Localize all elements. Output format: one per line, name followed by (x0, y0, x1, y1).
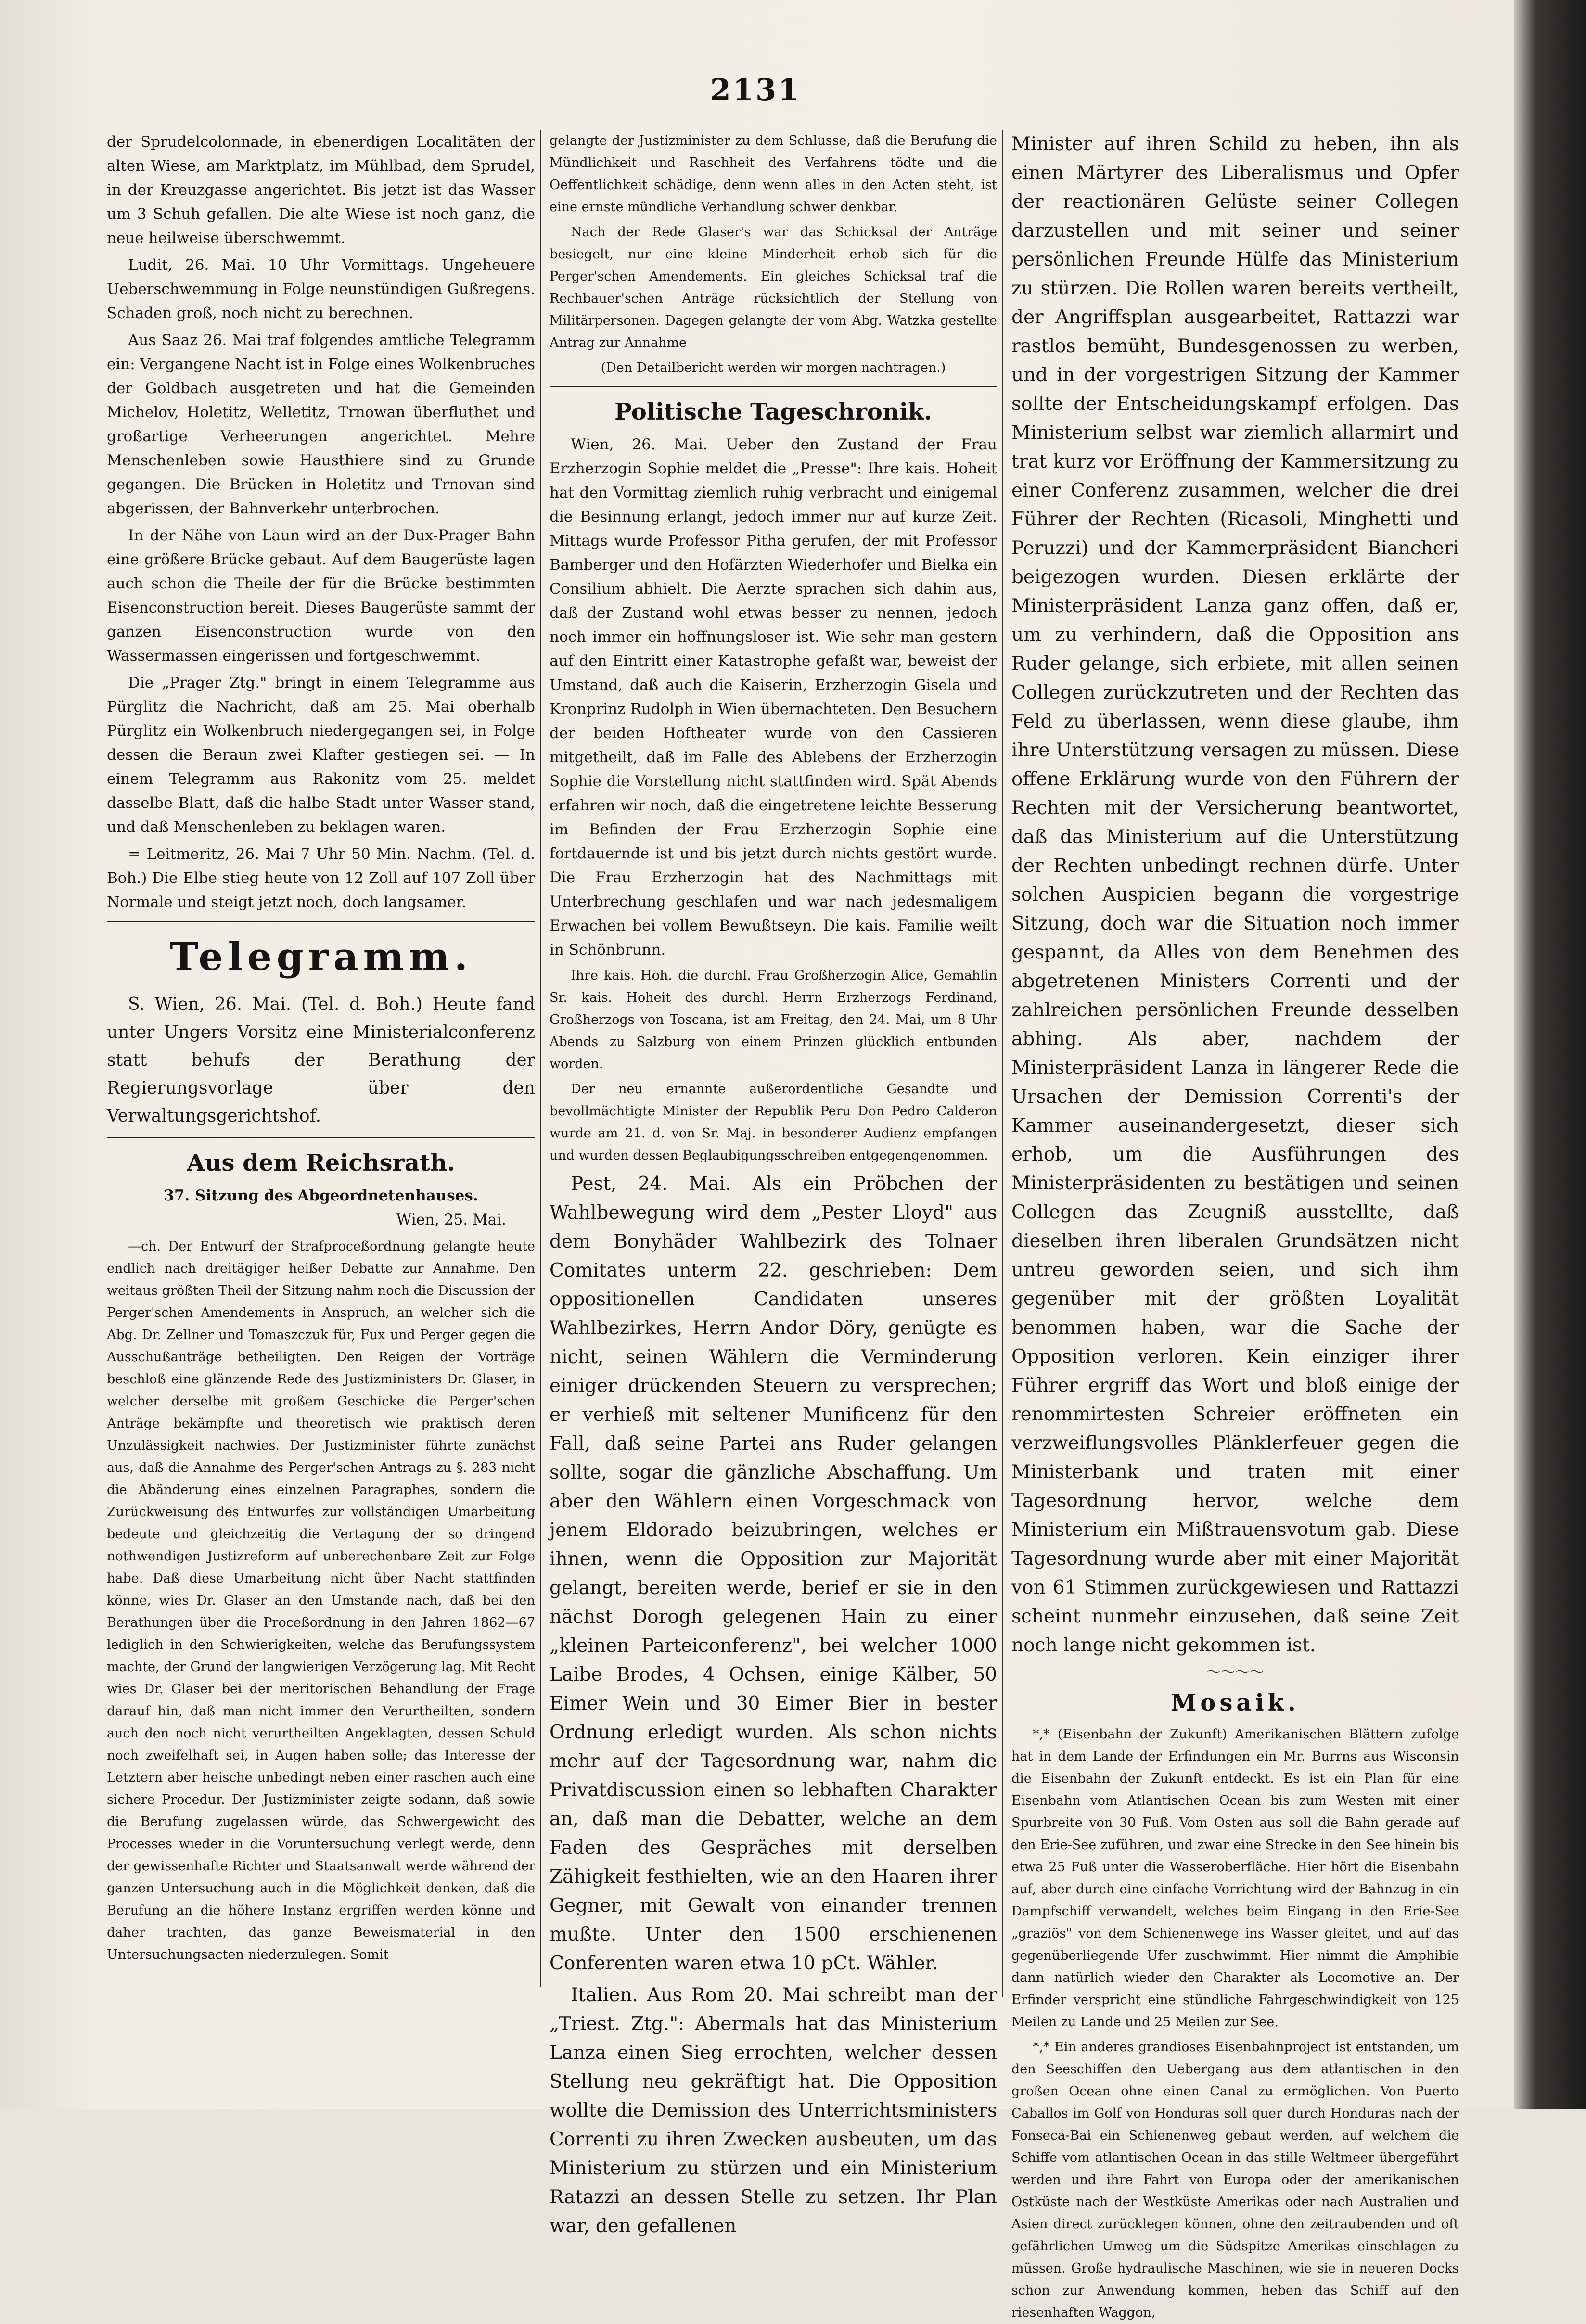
page-number: 2131 (710, 72, 801, 107)
article-paragraph: Nach der Rede Glaser's war das Schicksal der Anträge besiegelt, nur eine kleine Minderheit erhob sich für die Perger'schen Amendements. Ein gleiches Schicksal traf die Rechbauer'schen Anträge rücksichtlich der Stellung von Militärpersonen. Dagegen gelangte der vom Abg. Watzka gestellte Antrag zur Annahme (550, 225, 997, 350)
italien-report: Italien. Aus Rom 20. Mai schreibt man der „Triest. Ztg.": Abermals hat das Ministerium Lanza einen Sieg errochten, welcher dessen Stellung neu gekräftigt hat. Die Opposition wollte die Demission des Unterrichtsministers Correnti zu ihren Zwecken ausbeuten, um das Ministerium zu stürzen und ein Ministerium Ratazzi an dessen Stelle zu setzen. Ihr Plan war, den gefallenen (550, 1984, 997, 2237)
report-note: (Den Detailbericht werden wir morgen nachtragen.) (601, 360, 946, 375)
italien-continued: Minister auf ihren Schild zu heben, ihn als einen Märtyrer des Liberalismus und Opfer der reactionären Gelüste seiner Collegen darzustellen und mit seiner und seiner persönlichen Freunde Hülfe das Ministerium zu stürzen. Die Rollen waren bereits vertheilt, der Angriffsplan ausgearbeitet, Rattazzi war rastlos bemüht, Bundesgenossen zu werben, und in der vorgestrigen Sitzung der Kammer sollte der Entscheidungskampf erfolgen. Das Ministerium selbst war ziemlich allarmirt und trat kurz vor Eröffnung der Kammersitzung zu einer Conferenz zusammen, welcher die drei Führer der Rechten (Ricasoli, Minghetti und Peruzzi) und der Kammerpräsident Biancheri beigezogen wurden. Diesen erklärte der Ministerpräsident Lanza ganz offen, daß er, um zu verhindern, daß die Opposition ans Ruder gelange, sich erbiete, mit allen seinen Collegen zurückzutreten und der Rechten das Feld zu überlassen, wenn diese glaube, ihm ihre Unterstützung versagen zu müssen. Diese offene Erklärung wurde von den Führern der Rechten mit der Versicherung beantwortet, daß das Ministerium auf die Unterstützung der Rechten unbedingt rechnen dürfe. Unter solchen Auspicien begann die vorgestrige Sitzung, doch war die Situation noch immer gespannt, da Alles von dem Benehmen des abgetretenen Ministers Correnti und der zahlreichen persönlichen Freunde desselben abhing. Als aber, nachdem der Ministerpräsident Lanza in längerer Rede die Ursachen der Demission Correnti's der Kammer auseinandergesetzt, dieser sich erhob, um die Ausführungen des Ministerpräsidenten zu bestätigen und seinen Collegen das Zeugniß ausstellte, daß dieselben ihren liberalen Grundsätzen nicht untreu geworden seien, und sich ihm gegenüber mit der größten Loyalität benommen haben, war die Sache der Opposition verloren. Kein einziger ihrer Führer ergriff das Wort und bloß einige der renommirtesten Schreier eröffneten ein verzweiflungsvolles Plänklerfeuer gegen die Ministerbank und traten mit einer Tagesordnung hervor, welche dem Ministerium ein Mißtrauensvotum gab. Diese Tagesordnung wurde aber mit einer Majorität von 61 Stimmen zurückgewiesen und Rattazzi scheint nunmehr einzusehen, daß seine Zeit noch lange nicht gekommen ist. (1011, 133, 1459, 1656)
sitzung-heading: 37. Sitzung des Abgeordnetenhauses. (164, 1187, 478, 1204)
article-paragraph: = Leitmeritz, 26. Mai 7 Uhr 50 Min. Nachm. (Tel. d. Boh.) Die Elbe stieg heute von 12 Zoll auf 107 Zoll über Normale und steigt jetzt noch, doch langsamer. (107, 845, 535, 911)
article-paragraph: Ludit, 26. Mai. 10 Uhr Vormittags. Ungeheuere Ueberschwemmung in Folge neunstündigen Gußregens. Schaden groß, noch nicht zu berechnen. (107, 256, 535, 322)
column-3 (1011, 130, 1459, 2320)
section-divider (107, 1137, 535, 1138)
mosaik-item: *,* Ein anderes grandioses Eisenbahnproject ist entstanden, um den Seeschiffen den Uebergang aus dem atlantischen in den großen Ocean ohne einen Canal zu ermöglichen. Von Puerto Caballos im Golf von Honduras soll quer durch Honduras nach der Fonseca-Bai ein Schienenweg gebaut werden, auf welchem die Schiffe vom atlantischen Ocean in das stille Weltmeer übergeführt werden und ihre Fahrt von Europa oder der amerikanischen Ostküste nach der Westküste Amerikas oder nach Australien und Asien direct zurücklegen können, ohne den zeitraubenden und oft gefährlichen Umweg um die Südspitze Amerikas einschlagen zu müssen. Große hydraulische Maschinen, wie sie in neueren Docks schon zur Anwendung kommen, heben das Schiff auf den riesenhaften Waggon, (1011, 2040, 1459, 2320)
article-paragraph: der Sprudelcolonnade, in ebenerdigen Localitäten der alten Wiese, am Marktplatz, im Mühlbad, dem Sprudel, in der Kreuzgasse angerichtet. Bis jetzt ist das Wasser um 3 Schuh gefallen. Die alte Wiese ist noch ganz, die neue heilweise überschwemmt. (107, 133, 535, 247)
article-paragraph: In der Nähe von Laun wird an der Dux-Prager Bahn eine größere Brücke gebaut. Auf dem Baugerüste lagen auch schon die Theile der für die Brücke bestimmten Eisenconstruction bereit. Dieses Baugerüste sammt der ganzen Eisenconstruction wurde von den Wassermassen eingerissen und fortgeschwemmt. (107, 527, 535, 664)
telegramm-text: S. Wien, 26. Mai. (Tel. d. Boh.) Heute fand unter Ungers Vorsitz eine Ministerialconferenz statt behufs der Berathung der Regierungsvorlage über den Verwaltungsgerichtshof. (107, 995, 535, 1126)
chronik-heading: Politische Tageschronik. (614, 398, 932, 425)
wien-report: Wien, 26. Mai. Ueber den Zustand der Frau Erzherzogin Sophie meldet die „Presse": Ihre kais. Hoheit hat den Vormittag ziemlich ruhig verbracht und einigemal die Besinnung erlangt, jedoch immer nur auf kurze Zeit. Mittags wurde Professor Pitha gerufen, der mit Professor Bamberger und den Hofärzten Wiederhofer und Bielka ein Consilium abhielt. Die Aerzte sprachen sich dahin aus, daß der Zustand wohl etwas besser zu nennen, jedoch noch immer ein hoffnungsloser ist. Wie sehr man gestern auf den Eintritt einer Katastrophe gefaßt war, beweist der Umstand, daß auch die Kaiserin, Erzherzogin Gisela und Kronprinz Rudolph in Wien übernachteten. Den Besuchern der beiden Hoftheater wurde von den Cassieren mitgetheilt, daß im Falle des Ablebens der Erzherzogin Sophie die Vorstellung nicht stattfinden wird. Spät Abends erfahren wir noch, daß die eingetretene leichte Besserung im Befinden der Frau Erzherzogin Sophie eine fortdauernde ist und bis jetzt durch nichts gestört wurde. Die Frau Erzherzogin hat des Nachmittags mit Unterbrechung geschlafen und war nach jedesmaligem Erwachen bei vollem Bewußtseyn. Die kais. Familie weilt in Schönbrunn. (550, 436, 997, 958)
dateline: Wien, 25. Mai. (396, 1211, 506, 1228)
reichsrath-text: —ch. Der Entwurf der Strafproceßordnung gelangte heute endlich nach dreitägiger heißer Debatte zur Annahme. Den weitaus größten Theil der Sitzung nahm noch die Discussion der Perger'schen Amendements in Anspruch, an welcher sich die Abg. Dr. Zellner und Tomaszczuk für, Fux und Perger gegen die Ausschußanträge betheiligten. Den Reigen der Vorträge beschloß eine glänzende Rede des Justizministers Dr. Glaser, in welcher derselbe mit großem Geschicke die Perger'schen Anträge bekämpfte und theoretisch wie praktisch deren Unzulässigkeit nachwies. Der Justizminister führte zunächst aus, daß die Annahme des Perger'schen Antrags zu §. 283 nicht die Abänderung eines einzelnen Paragraphes, sondern die Zurückweisung des Entwurfes zur vollständigen Umarbeitung bedeute und gleichzeitig die Vertagung der so dringend nothwendigen Justizreform auf unberechenbare Zeit zur Folge habe. Daß diese Umarbeitung nicht über Nacht stattfinden könne, wies Dr. Glaser an den Umstande nach, daß bei den Berathungen über die Proceßordnung in den Jahren 1862—67 lediglich in den Schwierigkeiten, welche das Berufungssystem machte, der Grund der langwierigen Verzögerung lag. Mit Recht wies Dr. Glaser bei der meritorischen Behandlung der Frage darauf hin, daß man nicht immer den Verurtheilten, sondern auch den noch nicht verurtheilten Angeklagten, dessen Schuld noch zweifelhaft sei, in Augen haben solle; das Interesse der Letztern aber heische unbedingt neben einer raschen auch eine sichere Procedur. Der Justizminister zeigte sodann, daß sowie die Berufung zugelassen würde, das Schwergewicht des Processes wieder in die Voruntersuchung verlegt werde, denn der gewissenhafte Richter und Staatsanwalt werde während der ganzen Untersuchung auch in die Möglichkeit denken, daß die Berufung an die höhere Instanz ergriffen werden könne und daher trachten, das ganze Beweismaterial in den Untersuchungsacten niederzulegen. Somit (107, 1239, 535, 1962)
column-2 (550, 130, 997, 2237)
peru-report: Der neu ernannte außerordentliche Gesandte und bevollmächtigte Minister der Republik Peru Don Pedro Calderon wurde am 21. d. von Sr. Maj. in besonderer Audienz empfangen und wurden dessen Beglaubigungsschreiben entgegengenommen. (550, 1082, 997, 1163)
section-divider (107, 921, 535, 922)
article-paragraph: Aus Saaz 26. Mai traf folgendes amtliche Telegramm ein: Vergangene Nacht ist in Folge eines Wolkenbruches der Goldbach ausgetreten und hat die Gemeinden Michelov, Holetitz, Welletitz, Trnowan überfluthet und großartige Verheerungen angerichtet. Mehre Menschenleben sowie Hausthiere sind zu Grunde gegangen. Die Brücken in Holetitz und Trnovan sind abgerissen, der Bahnverkehr unterbrochen. (107, 332, 535, 517)
article-paragraph: gelangte der Justizminister zu dem Schlusse, daß die Berufung die Mündlichkeit und Raschheit des Verfahrens tödte und die Oeffentlichkeit schädige, denn wenn alles in den Acten steht, ist eine ernste mündliche Verhandlung schwer denkbar. (550, 133, 997, 215)
section-divider (550, 386, 997, 387)
book-spine-edge (1514, 0, 1586, 2109)
article-paragraph: Die „Prager Ztg." bringt in einem Telegramme aus Pürglitz die Nachricht, daß am 25. Mai oberhalb Pürglitz ein Wolkenbruch niedergegangen sei, in Folge dessen die Beraun zwei Klafter gestiegen sei. — In einem Telegramm aus Rakonitz vom 25. meldet dasselbe Blatt, daß die halbe Stadt unter Wasser stand, und daß Menschenleben zu beklagen waren. (107, 674, 535, 836)
mosaik-heading: Mosaik. (1171, 1689, 1300, 1716)
column-rule-right (1002, 130, 1003, 1997)
telegramm-heading: Telegramm. (169, 934, 473, 979)
column-1 (107, 130, 535, 1982)
reichsrath-heading: Aus dem Reichsrath. (187, 1149, 455, 1176)
pest-report: Pest, 24. Mai. Als ein Pröbchen der Wahlbewegung wird dem „Pester Lloyd" aus dem Bonyhäder Wahlbezirk des Tolnaer Comitates unterm 22. geschrieben: Dem oppositionellen Candidaten unseres Wahlbezirkes, Herrn Andor Döry, genügte es nicht, seinen Wählern die Verminderung einiger drückenden Steuern zu versprechen; er verhieß mit seltener Munificenz für den Fall, daß seine Partei ans Ruder gelangen sollte, sogar die gänzliche Abschaffung. Um aber den Wählern einen Vorgeschmack von jenem Eldorado beizubringen, welches er ihnen, wenn die Opposition zur Majorität gelangt, bereiten werde, berief er sie in den nächst Dorogh gelegenen Hain zu einer „kleinen Parteiconferenz", bei welcher 1000 Laibe Brodes, 4 Ochsen, einige Kälber, 50 Eimer Wein und 30 Eimer Bier in bester Ordnung erledigt wurden. Als schon nichts mehr auf der Tagesordnung war, nahm die Privatdiscussion einen so lebhaften Charakter an, daß man die Debatter, welche an dem Faden des Gespräches mit derselben Zähigkeit festhielten, wie an den Haaren ihrer Gegner, mit Gewalt von einander trennen mußte. Unter den 1500 erschienenen Conferenten waren etwa 10 pCt. Wähler. (550, 1173, 997, 1974)
wave-ornament: 〜〜〜〜 (1206, 1664, 1264, 1681)
mosaik-item: *,* (Eisenbahn der Zukunft) Amerikanischen Blättern zufolge hat in dem Lande der Erfindungen ein Mr. Burrns aus Wisconsin die Eisenbahn der Zukunft entdeckt. Es ist ein Plan für eine Eisenbahn vom Atlantischen Ocean bis zum Westen mit einer Spurbreite von 30 Fuß. Vom Osten aus soll die Bahn gerade auf den Erie-See zuführen, und zwar eine Strecke in den See hinein bis etwa 25 Fuß unter die Wasseroberfläche. Hier hört die Eisenbahn auf, aber durch eine einfache Vorrichtung wird der Bahnzug in ein Dampfschiff verwandelt, welches beim Eingang in den Erie-See „graziös" von dem Schienenwege ins Wasser gleitet, und auf das gegenüberliegende Ufer zuschwimmt. Hier nimmt die Amphibie dann natürlich wieder den Charakter als Locomotive an. Der Erfinder verspricht eine stündliche Fahrgeschwindigkeit von 125 Meilen zu Lande und 25 Meilen zur See. (1011, 1727, 1459, 2030)
alice-report: Ihre kais. Hoh. die durchl. Frau Großherzogin Alice, Gemahlin Sr. kais. Hoheit des durchl. Herrn Erzherzogs Ferdinand, Großherzogs von Toscana, ist am Freitag, den 24. Mai, um 8 Uhr Abends zu Salzburg von einem Prinzen glücklich entbunden worden. (550, 968, 997, 1072)
column-rule-left (540, 130, 541, 1987)
